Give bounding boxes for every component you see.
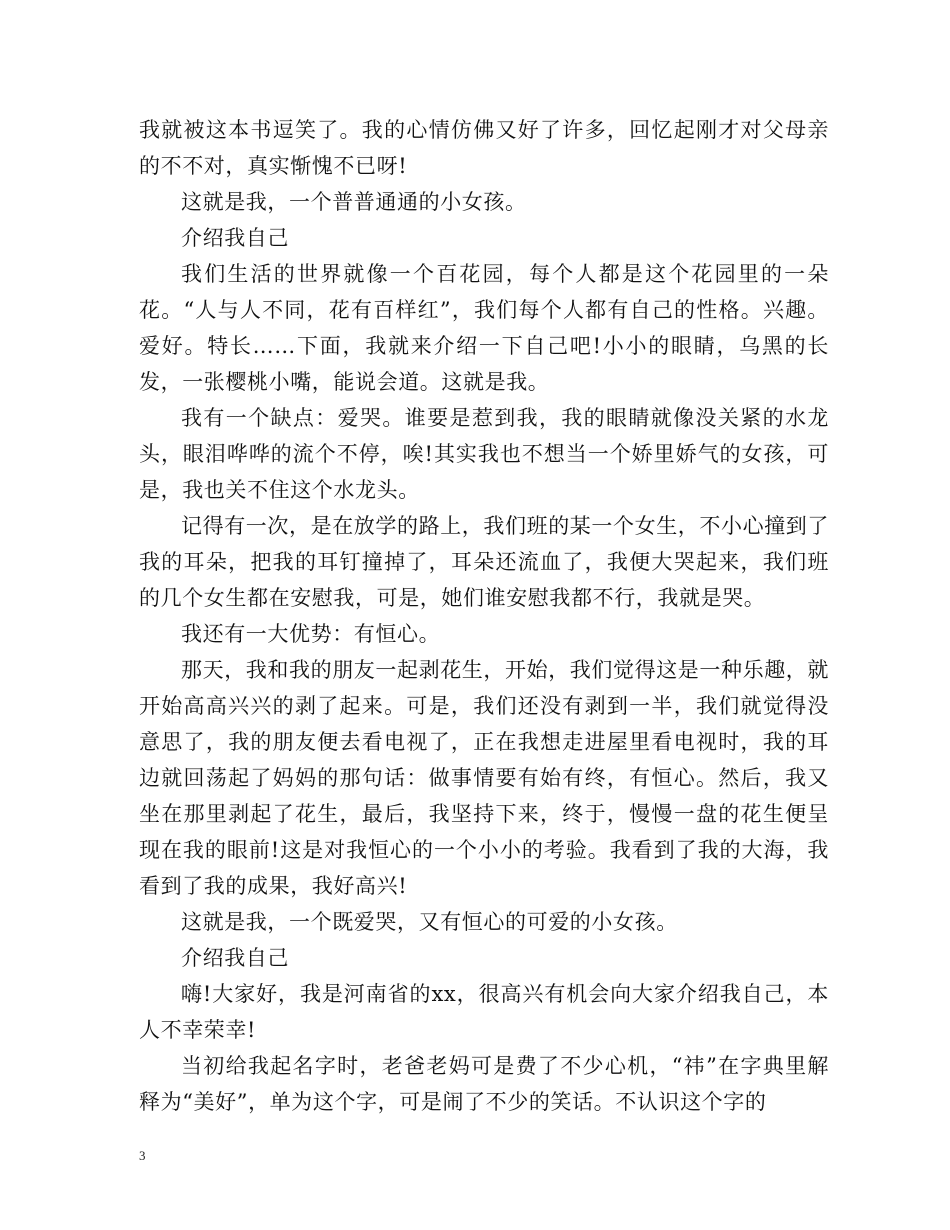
section-heading: 介绍我自己 [181,226,289,250]
paragraph: 这就是我，一个普普通通的小女孩。 [181,190,527,214]
paragraph: 嗨!大家好，我是河南省的xx，很高兴有机会向大家介绍我自己，本人不幸荣幸! [139,982,829,1042]
section-heading: 介绍我自己 [181,946,289,970]
paragraph: 记得有一次，是在放学的路上，我们班的某一个女生，不小心撞到了我的耳朵，把我的耳钉撞掉了，耳朵还流血了，我便大哭起来，我们班的几个女生都在安慰我，可是，她们谁安慰我都不行，我就是哭。 [139,514,829,610]
paragraph: 那天，我和我的朋友一起剥花生，开始，我们觉得这是一种乐趣，就开始高高兴兴的剥了起来。可是，我们还没有剥到一半，我们就觉得没意思了，我的朋友便去看电视了，正在我想走进屋里看电视时，我的耳边就回荡起了妈妈的那句话：做事情要有始有终，有恒心。然后，我又坐在那里剥起了花生，最后，我坚持下来，终于，慢慢一盘的花生便呈现在我的眼前!这是对我恒心的一个小小的考验。我看到了我的大海，我看到了我的成果，我好高兴! [139,658,829,898]
paragraph: 我们生活的世界就像一个百花园，每个人都是这个花园里的一朵花。“人与人不同，花有百样红”，我们每个人都有自己的性格。兴趣。爱好。特长……下面，我就来介绍一下自己吧!小小的眼睛，乌黑的长发，一张樱桃小嘴，能说会道。这就是我。 [139,262,829,394]
paragraph: 我还有一大优势：有恒心。 [181,622,441,646]
paragraph: 我有一个缺点：爱哭。谁要是惹到我，我的眼睛就像没关紧的水龙头，眼泪哗哗的流个不停，唉!其实我也不想当一个娇里娇气的女孩，可是，我也关不住这个水龙头。 [139,406,829,502]
body-text [139,112,829,1120]
paragraph: 我就被这本书逗笑了。我的心情仿佛又好了许多，回忆起刚才对父母亲的不不对，真实惭愧不已呀! [139,118,829,178]
paragraph: 这就是我，一个既爱哭，又有恒心的可爱的小女孩。 [181,910,678,934]
paragraph: 当初给我起名字时，老爸老妈可是费了不少心机，“祎”在字典里解释为“美好”，单为这个字，可是闹了不少的笑话。不认识这个字的 [139,1054,829,1114]
page-number: 3 [139,1148,146,1163]
